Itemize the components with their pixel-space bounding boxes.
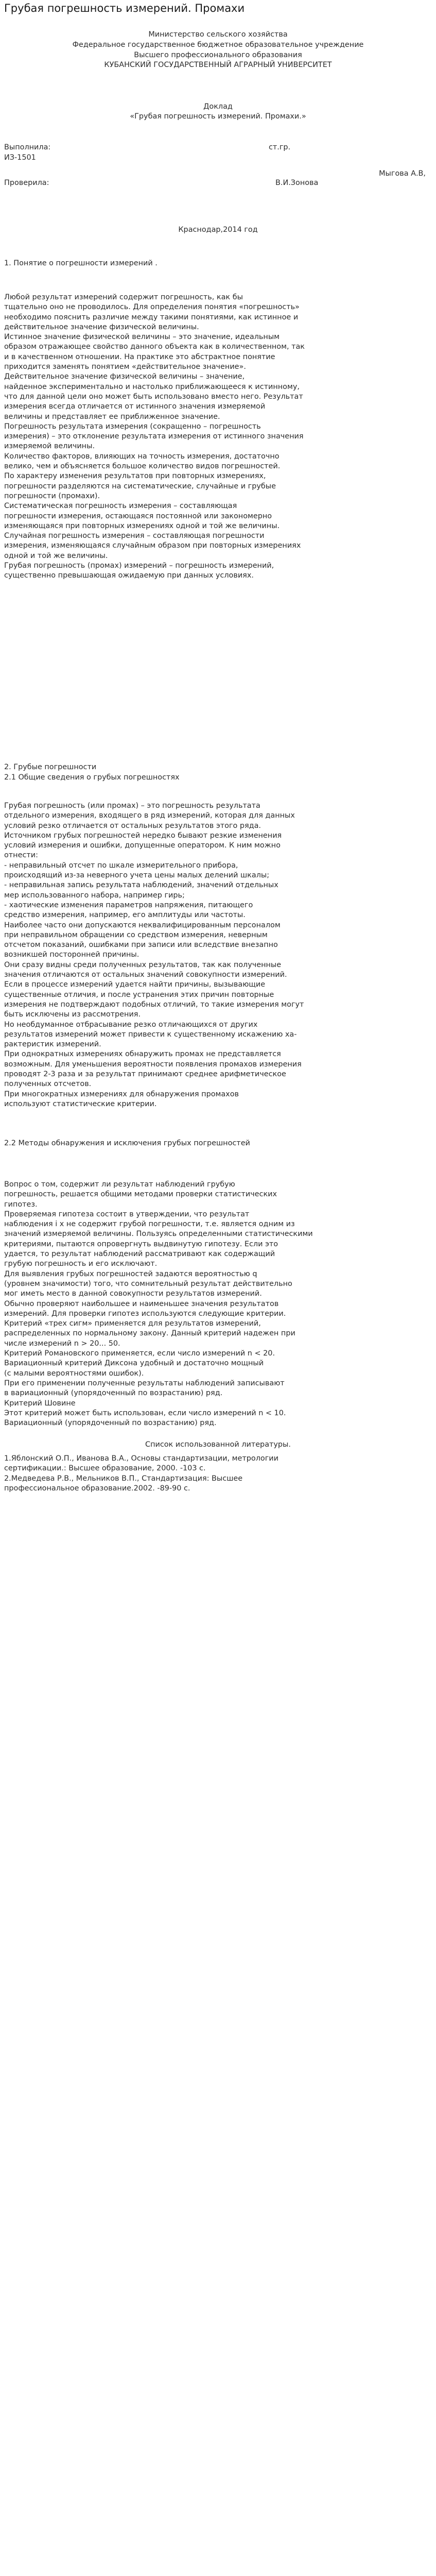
text-line: погрешности (промахи). — [4, 492, 100, 500]
text-line: удается, то результат наблюдений рассматривают как содержащий — [4, 1250, 275, 1259]
literature-list — [4, 1454, 313, 1494]
text-line: изменяющаяся при повторных измерениях одной и той же величины. — [4, 521, 280, 530]
text-line: Систематическая погрешность измерения – составляющая — [4, 502, 237, 511]
text-line: гипотез. — [4, 1200, 38, 1209]
literature-item: профессиональное образование.2002. -89-90 с. — [4, 1484, 190, 1493]
section2-body — [4, 801, 313, 1109]
text-line: Погрешность результата измерения (сокращенно – погрешность — [4, 422, 261, 431]
text-line: отсчетом показаний, ошибками при записи или вследствие внезапно — [4, 941, 278, 950]
text-line: Проверяемая гипотеза состоит в утверждении, что результат — [4, 1210, 250, 1218]
page-title: Грубая погрешность измерений. Промахи — [4, 2, 245, 14]
text-line: действительное значение физической величины. — [4, 323, 199, 331]
text-line: Критерий «трех сигм» применяется для результатов измерений, — [4, 1319, 261, 1328]
text-line: результатов измерений может привести к существенному искажению ха- — [4, 1030, 297, 1039]
ministry-line: Министерство сельского хозяйства — [148, 30, 288, 39]
section2-heading: 2. Грубые погрешности — [4, 763, 97, 771]
text-line: значения отличаются от остальных значений совокупности измерений. — [4, 971, 287, 979]
text-line: тщательно оно не проводилось. Для определения понятия «погрешность» — [4, 303, 300, 312]
text-line: Этот критерий может быть использован, если число измерений n < 10. — [4, 1409, 286, 1417]
text-line: возможным. Для уменьшения вероятности появления промахов измерения — [4, 1060, 302, 1069]
text-line: измеряемой величины. — [4, 442, 95, 451]
text-line: мер использованного набора, например гирь; — [4, 891, 185, 900]
text-line: величины и представляет ее приближенное значение. — [4, 412, 220, 421]
section1-body — [4, 293, 313, 581]
text-line: - неправильная запись результата наблюдений, значений отдельных — [4, 881, 278, 890]
text-line: Критерий Романовского применяется, если число измерений n < 20. — [4, 1349, 275, 1358]
performed-label: Выполнила: — [4, 143, 51, 151]
text-line: измерения не подтверждают подобных отличий, то такие измерения могут — [4, 1000, 304, 1009]
text-line: образом отражающее свойство данного объекта как в количественном, так — [4, 343, 305, 351]
text-line: Вопрос о том, содержит ли результат наблюдений грубую — [4, 1180, 235, 1189]
text-line: быть исключены из рассмотрения. — [4, 1010, 141, 1019]
section21-heading: 2.1 Общие сведения о грубых погрешностях — [4, 773, 180, 782]
text-line: отнести: — [4, 851, 38, 860]
text-line: Действительное значение физической величины – значение, — [4, 372, 245, 381]
text-line: критериями, пытаются опровергнуть выдвинутую гипотезу. Если это — [4, 1240, 278, 1248]
text-line: Любой результат измерений содержит погрешность, как бы — [4, 293, 243, 301]
text-line: Но необдуманное отбрасывание резко отличающихся от других — [4, 1020, 258, 1029]
text-line: погрешность, решается общими методами проверки статистических — [4, 1190, 277, 1199]
text-line: Вариационный критерий Диксона удобный и достаточно мощный — [4, 1359, 264, 1368]
text-line: измерений. Для проверки гипотез используются следующие критерии. — [4, 1309, 286, 1318]
text-line: используют статистические критерии. — [4, 1099, 157, 1108]
text-line: существенно превышающая ожидаемую при данных условиях. — [4, 571, 254, 580]
text-line: приходится заменять понятием «действительное значение». — [4, 363, 246, 371]
text-line: грубую погрешность и его исключают. — [4, 1260, 158, 1268]
text-line: (с малыми вероятностями ошибок). — [4, 1369, 144, 1378]
text-line: полученных отсчетов. — [4, 1080, 92, 1089]
text-line: мог иметь место в данной совокупности результатов измерений. — [4, 1290, 262, 1298]
text-line: Случайная погрешность измерения – составляющая погрешности — [4, 532, 265, 540]
text-line: рактеристик измерений. — [4, 1040, 101, 1049]
text-line: Они сразу видны среди полученных результатов, так как полученные — [4, 960, 282, 969]
text-line: Для выявления грубых погрешностей задаются вероятностью q — [4, 1269, 257, 1278]
student-group: ИЗ-1501 — [4, 154, 36, 162]
text-line: Источником грубых погрешностей нередко бывают резкие изменения — [4, 831, 282, 840]
text-line: измерения) – это отклонение результата измерения от истинного значения — [4, 432, 304, 441]
text-line: велико, чем и объясняется большое количество видов погрешностей. — [4, 462, 281, 471]
text-line: (уровнем значимости) того, что сомнительный результат действительно — [4, 1279, 292, 1288]
literature-item: 2.Медведева Р.В., Мельников В.П., Стандартизация: Высшее — [4, 1474, 243, 1483]
university-line: КУБАНСКИЙ ГОСУДАРСТВЕННЫЙ АГРАРНЫЙ УНИВЕРСИТЕТ — [104, 61, 332, 69]
text-line: погрешности разделяются на систематические, случайные и грубые — [4, 482, 276, 490]
literature-item: 1.Яблонский О.П., Иванова В.А., Основы стандартизации, метрологии — [4, 1454, 278, 1463]
text-line: - неправильный отсчет по шкале измерительного прибора, — [4, 861, 238, 870]
literature-heading: Список использованной литературы. — [145, 1440, 291, 1449]
text-line: происходящий из-за неверного учета цены малых делений шкалы; — [4, 871, 270, 880]
text-line: Вариационный (упорядоченный по возрастанию) ряд. — [4, 1419, 217, 1428]
text-line: Обычно проверяют наибольшее и наименьшее значения результатов — [4, 1299, 279, 1308]
text-line: в вариационный (упорядоченный по возрастанию) ряд. — [4, 1389, 223, 1398]
text-line: при неправильном обращении со средством измерения, неверным — [4, 930, 268, 939]
text-line: средство измерения, например, его амплитуды или частоты. — [4, 911, 246, 920]
text-line: Критерий Шовине — [4, 1399, 76, 1408]
section22-heading: 2.2 Методы обнаружения и исключения грубых погрешностей — [4, 1139, 250, 1147]
text-line: При многократных измерениях для обнаружения промахов — [4, 1090, 239, 1098]
text-line: одной и той же величины. — [4, 551, 108, 560]
text-line: - хаотические изменения параметров напряжения, питающего — [4, 901, 253, 909]
text-line: возникшей посторонней причины. — [4, 951, 139, 959]
checked-label: Проверила: — [4, 179, 49, 187]
text-line: Если в процессе измерений удается найти причины, вызывающие — [4, 980, 266, 989]
institution-line: Федеральное государственное бюджетное образовательное учреждение — [72, 41, 364, 49]
text-line: По характеру изменения результатов при повторных измерениях, — [4, 472, 266, 481]
city-year: Краснодар,2014 год — [178, 226, 258, 234]
text-line: Истинное значение физической величины – это значение, идеальным — [4, 333, 280, 342]
text-line: отдельного измерения, входящего в ряд измерений, которая для данных — [4, 811, 295, 820]
text-line: и в качественном отношении. На практике это абстрактное понятие — [4, 352, 275, 361]
text-line: При его применении полученные результаты наблюдений записывают — [4, 1379, 285, 1387]
student-role: ст.гр. — [269, 143, 291, 151]
text-line: измерения всегда отличается от истинного значения измеряемой — [4, 402, 266, 411]
text-line: что для данной цели оно может быть использовано вместо него. Результат — [4, 392, 303, 401]
text-line: найденное экспериментально и настолько приближающееся к истинному, — [4, 382, 300, 391]
text-line: Грубая погрешность (промах) измерений – погрешность измерений, — [4, 562, 274, 570]
text-line: При однократных измерениях обнаружить промах не представляется — [4, 1050, 281, 1059]
section1-heading: 1. Понятие о погрешности измерений . — [4, 259, 158, 267]
literature-item: сертификации.: Высшее образование, 2000. -103 с. — [4, 1464, 206, 1473]
text-line: существенные отличия, и после устранения этих причин повторные — [4, 990, 274, 999]
report-label: Доклад — [203, 103, 233, 111]
student-name: Мыгова А.В, — [379, 170, 426, 178]
education-line: Высшего профессионального образования — [134, 51, 302, 59]
report-topic: «Грубая погрешность измерений. Промахи.» — [130, 112, 306, 121]
text-line: проводят 2-3 раза и за результат принимают среднее арифметическое — [4, 1070, 286, 1079]
text-line: необходимо пояснить различие между такими понятиями, как истинное и — [4, 313, 299, 321]
text-line: наблюдения i х не содержит грубой погрешности, т.е. является одним из — [4, 1220, 295, 1229]
text-line: условий резко отличается от остальных результатов этого ряда. — [4, 821, 261, 830]
text-line: измерения, изменяющаяся случайным образом при повторных измерениях — [4, 541, 301, 550]
section22-body — [4, 1180, 313, 1428]
text-line: значений измеряемой величины. Пользуясь определенными статистическими — [4, 1230, 313, 1239]
text-line: Наиболее часто они допускаются неквалифицированным персоналом — [4, 921, 281, 929]
text-line: погрешности измерения, остающаяся постоянной или закономерно — [4, 512, 272, 520]
text-line: Грубая погрешность (или промах) – это погрешность результата — [4, 802, 260, 810]
teacher-name: В.И.Зонова — [275, 179, 319, 187]
text-line: числе измерений n > 20... 50. — [4, 1339, 120, 1348]
text-line: Количество факторов, влияющих на точность измерения, достаточно — [4, 452, 280, 461]
text-line: распределенных по нормальному закону. Данный критерий надежен при — [4, 1329, 295, 1338]
text-line: условий измерения и ошибки, допущенные оператором. К ним можно — [4, 841, 281, 850]
